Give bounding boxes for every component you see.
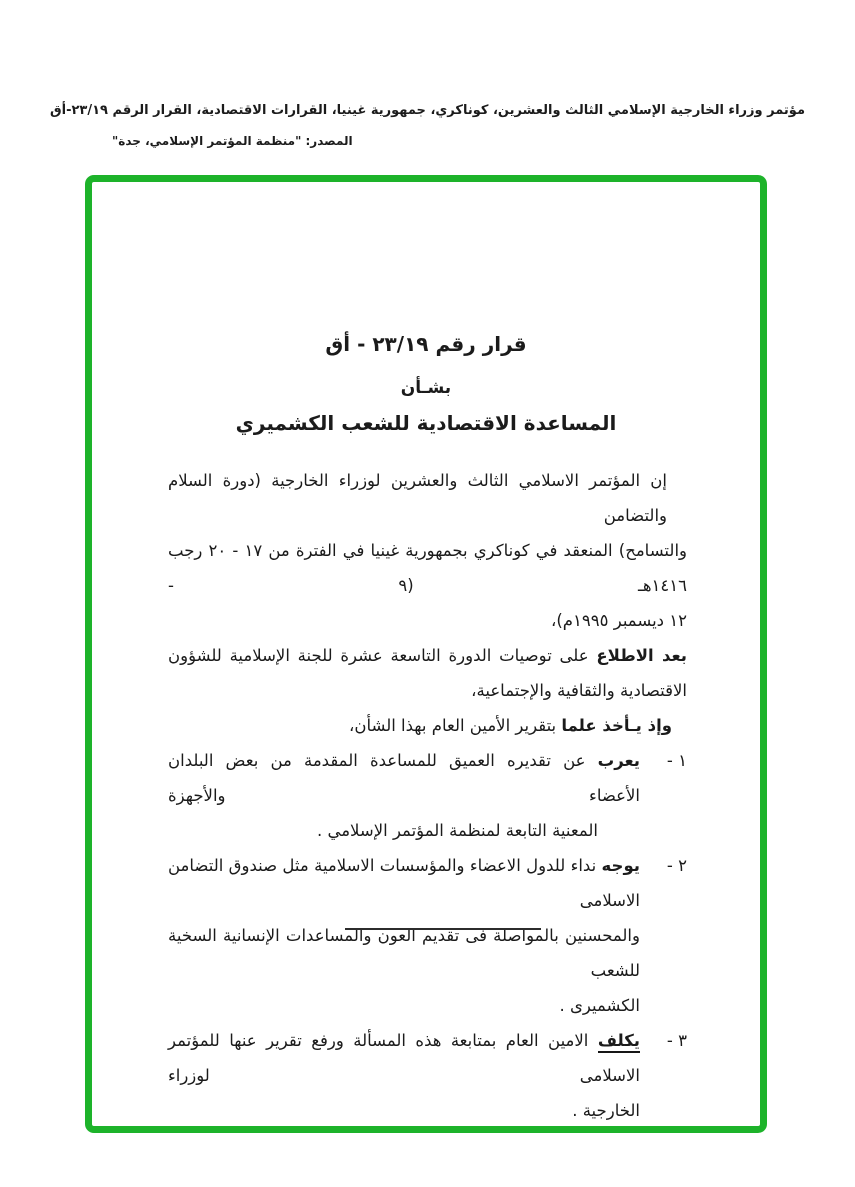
footer-rule [345, 928, 541, 930]
item-2-line3: الكشميرى . [559, 996, 640, 1015]
item-3-text [168, 1023, 640, 1128]
list-item-2 [168, 848, 687, 1023]
preamble-having-reviewed-line2: الاقتصادية والثقافية والإجتماعية، [471, 681, 687, 700]
preamble-session-line2: والتسامح) المنعقد في كوناكري بجمهورية غينيا في الفترة من ١٧ - ٢٠ رجب ١٤١٦هـ (٩ - [168, 541, 687, 595]
preamble-session-line3: ١٢ ديسمبر ١٩٩٥م)، [551, 611, 687, 630]
subject-label: بشـأن [400, 378, 452, 398]
item-1-number: ١ - [666, 751, 687, 770]
item-3-line1-text: الامين العام بمتابعة هذه المسألة ورفع تقرير عنها للمؤتمر الاسلامى لوزراء [168, 1031, 640, 1085]
item-2-line1-text: نداء للدول الاعضاء والمؤسسات الاسلامية مثل صندوق التضامن الاسلامى [168, 856, 640, 910]
item-1-line1-text: عن تقديره العميق للمساعدة المقدمة من بعض البلدان الأعضاء والأجهزة [168, 751, 640, 805]
resolution-title-block [92, 330, 760, 437]
resolution-body [168, 463, 687, 1128]
list-item-1 [168, 743, 687, 848]
preamble-taking-note-line [168, 708, 687, 743]
item-1-line1 [168, 743, 640, 813]
item-2-line1 [168, 848, 640, 918]
item-2-line2: والمحسنين بالمواصلة فى تقديم العون والمساعدات الإنسانية السخية للشعب [168, 926, 640, 980]
preamble-taking-note-text: بتقرير الأمين العام بهذا الشأن، [349, 716, 557, 735]
preamble-having-reviewed-text: على توصيات الدورة التاسعة عشرة للجنة الإسلامية للشؤون [168, 646, 589, 665]
preamble-having-reviewed-line1 [168, 638, 687, 673]
item-1-text [168, 743, 640, 848]
item-2-number: ٢ - [666, 856, 687, 875]
item-2-text [168, 848, 640, 1023]
item-3-line1 [168, 1023, 640, 1093]
resolution-subject-title: المساعدة الاقتصادية للشعب الكشميري [235, 411, 617, 435]
item-3-number: ٣ - [666, 1031, 687, 1050]
resolution-number-title: قرار رقم ٢٣/١٩ - أق [325, 332, 527, 356]
lead-word-having-reviewed: بعد الاطلاع [596, 646, 687, 665]
item-1-line2: المعنية التابعة لمنظمة المؤتمر الإسلامي . [316, 821, 598, 840]
preamble-session-line1: إن المؤتمر الاسلامي الثالث والعشرين لوزراء الخارجية (دورة السلام والتضامن [168, 471, 667, 525]
lead-word-taking-note: وإذ يـأخذ علما [561, 716, 672, 735]
lead-word-requests-underlined: يكلف [598, 1031, 640, 1053]
source-note: المصدر: "منظمة المؤتمر الإسلامي، جدة" [112, 134, 353, 148]
item-3-line2: الخارجية . [572, 1101, 640, 1120]
lead-word-expresses: يعرب [597, 751, 640, 770]
list-item-3 [168, 1023, 687, 1128]
document-citation-line: مؤتمر وزراء الخارجية الإسلامي الثالث والعشرين، كوناكري، جمهورية غينيا، القرارات الاقتصادية، القرار الرقم ٢٣/١٩-أق [49, 103, 805, 118]
green-highlight-frame [85, 175, 767, 1133]
lead-word-appeals: يوجه [601, 856, 640, 875]
